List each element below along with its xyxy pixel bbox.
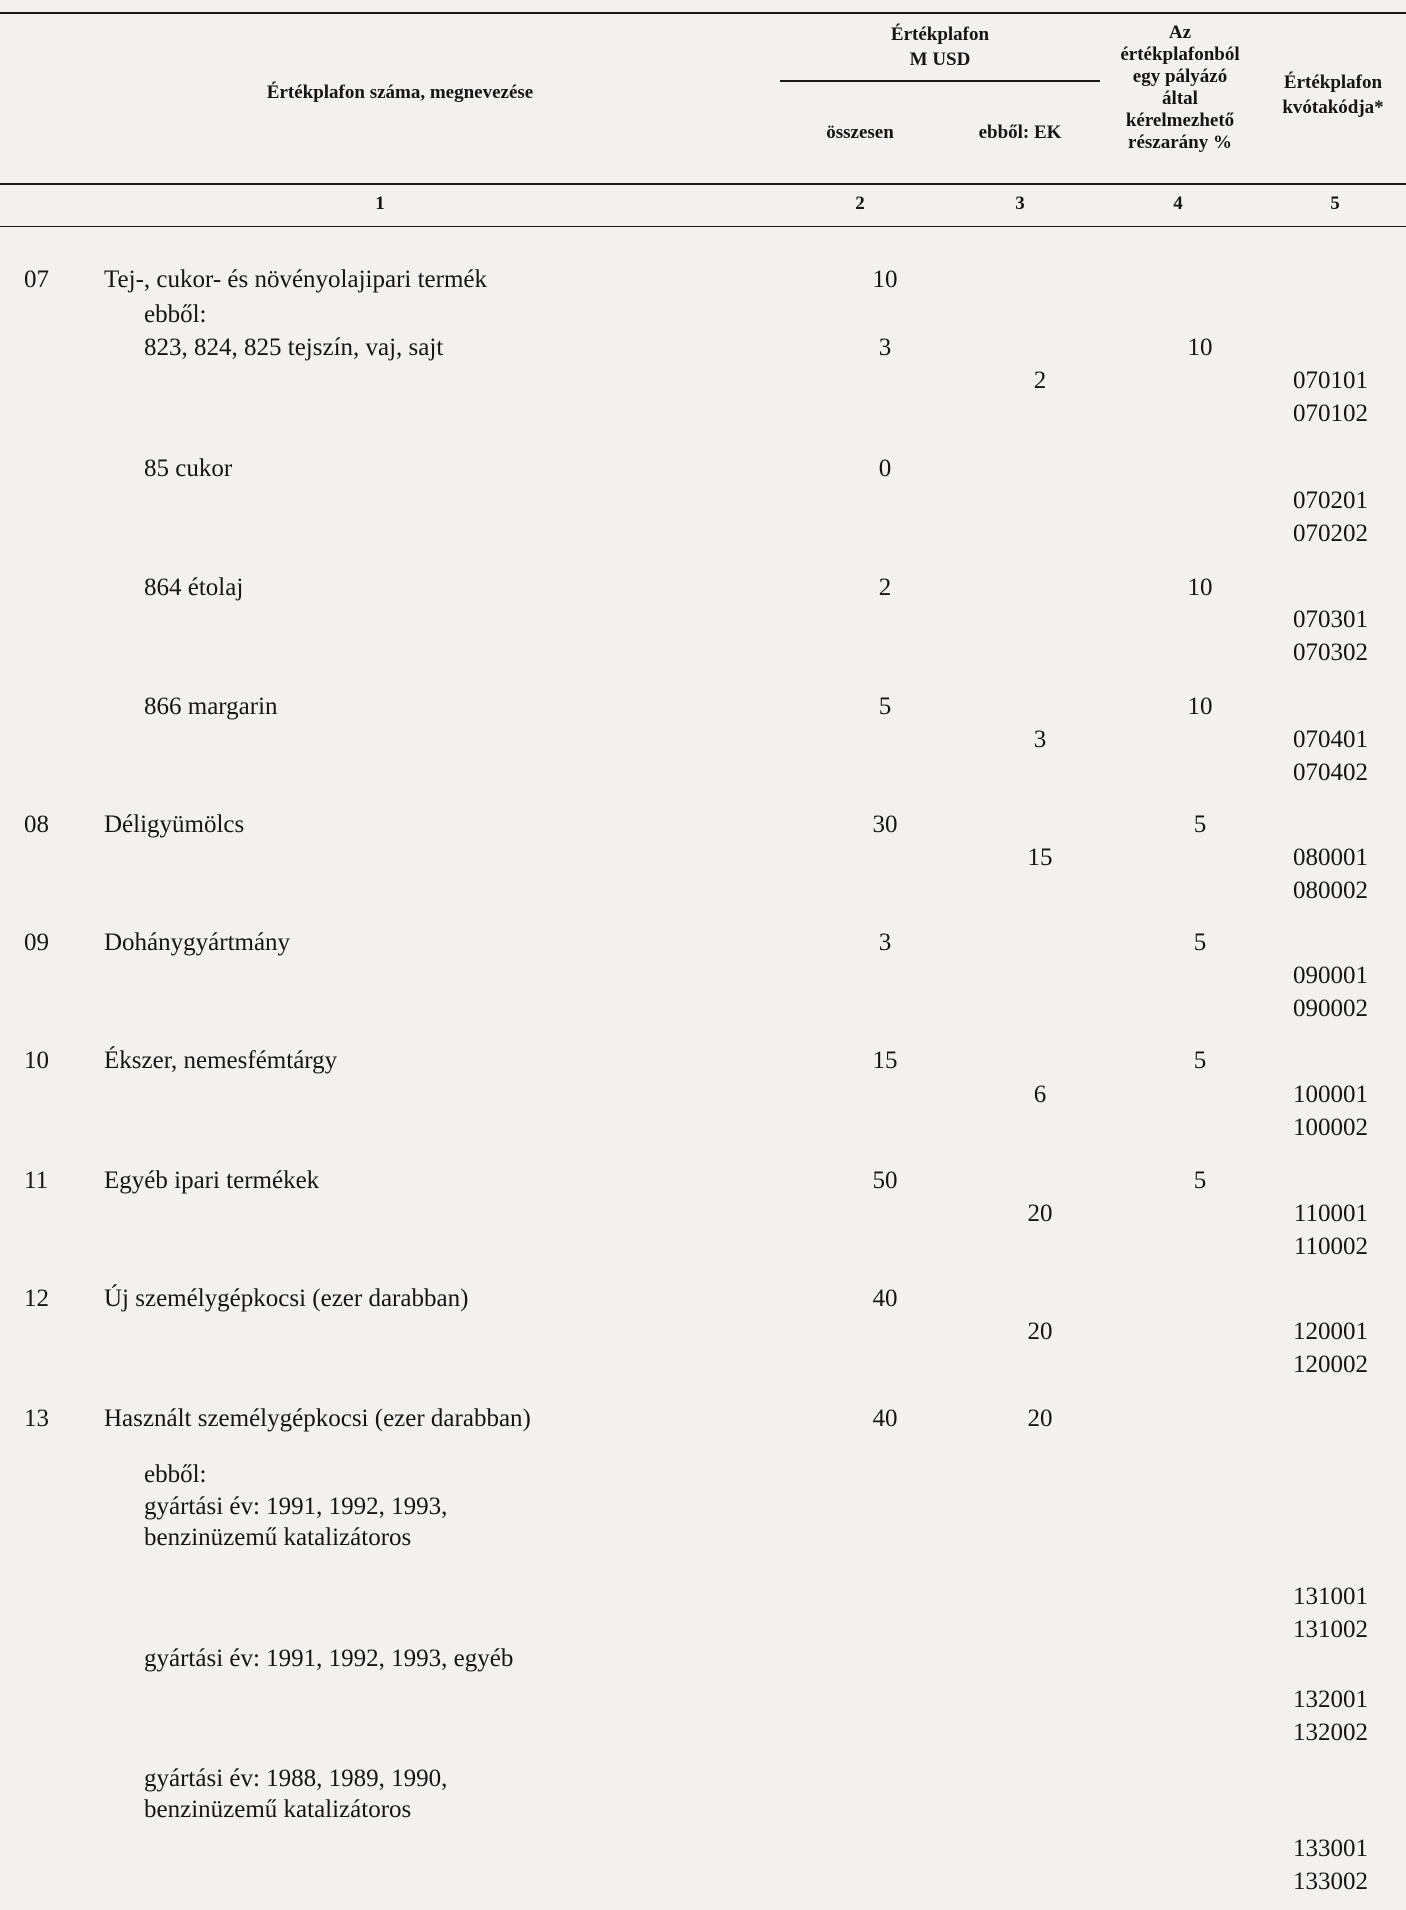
row-pct: 10: [1187, 574, 1213, 601]
row-number: 11: [24, 1167, 49, 1194]
row-name: gyártási év: 1991, 1992, 1993,: [144, 1493, 448, 1520]
row-name: ebből:: [144, 301, 207, 328]
row-code: 070101: [1293, 367, 1368, 394]
row-code: 070401: [1293, 726, 1368, 753]
row-total: 15: [872, 1047, 898, 1074]
col-number-5: 5: [1330, 193, 1340, 214]
row-ek: 6: [1033, 1081, 1047, 1108]
row-total: 5: [878, 693, 892, 720]
header-col4: Az értékplafonból egy pályázó által kérelmezhető részarány %: [1120, 22, 1240, 153]
row-ek: 15: [1027, 844, 1053, 871]
row-pct: 10: [1187, 334, 1213, 361]
row-code: 070102: [1293, 400, 1368, 427]
row-number: 08: [24, 811, 49, 838]
row-code: 100002: [1293, 1114, 1368, 1141]
row-number: 12: [24, 1285, 49, 1312]
table-top-rule: [0, 12, 1406, 14]
header-bottom-rule: [0, 183, 1406, 185]
row-name: Déligyümölcs: [104, 811, 245, 838]
row-code: 080001: [1293, 844, 1368, 871]
row-code: 120001: [1293, 1318, 1368, 1345]
row-code: 110002: [1293, 1233, 1368, 1260]
header-col1: Értékplafon száma, megnevezése: [266, 82, 534, 103]
row-ek: 20: [1027, 1405, 1053, 1432]
row-total: 0: [878, 455, 892, 482]
row-name: Ékszer, nemesfémtárgy: [104, 1047, 338, 1074]
row-total: 30: [872, 811, 898, 838]
row-number: 09: [24, 929, 49, 956]
row-code: 070201: [1293, 487, 1368, 514]
row-name: 823, 824, 825 tejszín, vaj, sajt: [144, 334, 444, 361]
row-name: Új személygépkocsi (ezer darabban): [104, 1285, 469, 1312]
header-col3: ebből: EK: [978, 122, 1062, 143]
row-code: 080002: [1293, 877, 1368, 904]
row-name: 866 margarin: [144, 693, 278, 720]
row-name: 864 étolaj: [144, 574, 244, 601]
row-name: ebből:: [144, 1461, 207, 1488]
header-col5: Értékplafon kvótakódja*: [1282, 72, 1384, 118]
row-code: 090002: [1293, 995, 1368, 1022]
row-code: 100001: [1293, 1081, 1368, 1108]
row-code: 131002: [1293, 1616, 1368, 1643]
header-col2: összesen: [826, 122, 894, 143]
row-pct: 5: [1193, 1167, 1207, 1194]
row-total: 40: [872, 1405, 898, 1432]
col-number-2: 2: [855, 193, 865, 214]
row-code: 133001: [1293, 1835, 1368, 1862]
row-number: 07: [24, 266, 49, 293]
row-total: 10: [872, 266, 898, 293]
row-total: 3: [878, 929, 892, 956]
row-code: 070202: [1293, 520, 1368, 547]
row-name: benzinüzemű katalizátoros: [144, 1524, 412, 1551]
row-pct: 10: [1187, 693, 1213, 720]
row-ek: 3: [1033, 726, 1047, 753]
row-ek: 20: [1027, 1318, 1053, 1345]
col-number-1: 1: [375, 193, 385, 214]
row-code: 132002: [1293, 1719, 1368, 1746]
row-ek: 20: [1027, 1200, 1053, 1227]
row-code: 120002: [1293, 1351, 1368, 1378]
row-pct: 5: [1193, 929, 1207, 956]
row-ek: 2: [1033, 367, 1047, 394]
row-number: 13: [24, 1405, 49, 1432]
row-total: 40: [872, 1285, 898, 1312]
row-code: 070402: [1293, 759, 1368, 786]
column-number-rule: [0, 226, 1406, 227]
row-code: 070301: [1293, 606, 1368, 633]
row-code: 070302: [1293, 639, 1368, 666]
row-name: 85 cukor: [144, 455, 233, 482]
row-code: 132001: [1293, 1686, 1368, 1713]
row-total: 3: [878, 334, 892, 361]
row-total: 2: [878, 574, 892, 601]
row-total: 50: [872, 1167, 898, 1194]
row-name: gyártási év: 1988, 1989, 1990,: [144, 1765, 448, 1792]
row-name: Dohánygyártmány: [104, 929, 291, 956]
row-name: Tej-, cukor- és növényolajipari termék: [104, 266, 488, 293]
col-number-3: 3: [1015, 193, 1025, 214]
row-name: gyártási év: 1991, 1992, 1993, egyéb: [144, 1645, 514, 1672]
row-code: 133002: [1293, 1868, 1368, 1895]
row-number: 10: [24, 1047, 49, 1074]
row-name: Használt személygépkocsi (ezer darabban): [104, 1405, 531, 1432]
row-name: benzinüzemű katalizátoros: [144, 1796, 412, 1823]
col-number-4: 4: [1173, 193, 1183, 214]
row-name: Egyéb ipari termékek: [104, 1167, 320, 1194]
row-code: 131001: [1293, 1583, 1368, 1610]
row-code: 090001: [1293, 962, 1368, 989]
header-value-group: Értékplafon M USD: [890, 24, 990, 70]
value-header-rule: [780, 80, 1100, 82]
row-pct: 5: [1193, 811, 1207, 838]
row-code: 110001: [1293, 1200, 1368, 1227]
row-pct: 5: [1193, 1047, 1207, 1074]
